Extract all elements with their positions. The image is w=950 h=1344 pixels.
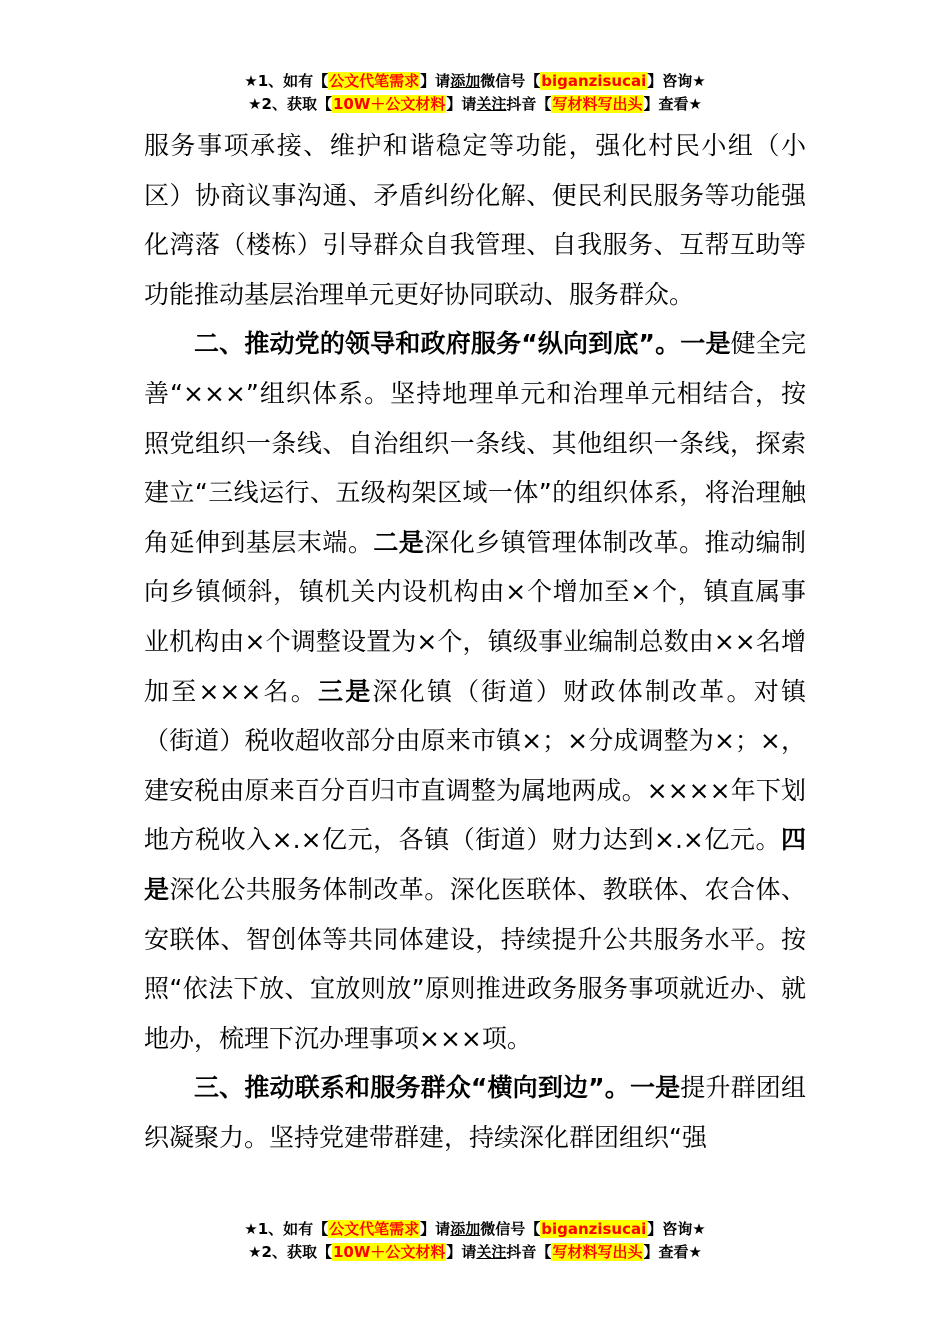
- banner-line-1: [0, 1218, 950, 1241]
- banner-emphasis: 添加: [450, 72, 481, 90]
- point-label: 二是: [373, 527, 425, 557]
- banner-text: 】请: [446, 1243, 477, 1261]
- point-text: 健全完善“×××”组织体系。坚持地理单元和治理单元相结合，按照党组织一条线、自治组织一条线、其他组织一条线，探索建立“三线运行、五级构架区域一体”的组织体系，将治理触角延伸到基层末端。: [144, 329, 806, 557]
- banner-highlight: biganzisucai: [541, 1220, 647, 1238]
- banner-emphasis: 关注: [476, 1243, 507, 1261]
- banner-text: 】咨询★: [647, 1220, 706, 1238]
- banner-highlight: 10W＋公文材料: [332, 1243, 446, 1261]
- banner-text: 】咨询★: [647, 72, 706, 90]
- banner-text: ★1、如有【: [244, 72, 329, 90]
- banner-text: 】请: [420, 1220, 451, 1238]
- banner-highlight: biganzisucai: [541, 72, 647, 90]
- point-label: 一是: [680, 329, 731, 359]
- banner-emphasis: 关注: [476, 95, 507, 113]
- point-text: 深化镇（街道）财政体制改革。对镇（街道）税收超收部分由原来市镇×；×分成调整为×；×，建安税由原来百分百归市直调整为属地两成。××××年下划地方税收入×.×亿元，各镇（街道）财力达到×.×亿元。: [144, 676, 806, 855]
- document-body: [144, 121, 806, 1162]
- banner-highlight: 写材料写出头: [552, 1243, 643, 1261]
- point-text: 深化乡镇管理体制改革。推动编制向乡镇倾斜，镇机关内设机构由×个增加至×个，镇直属事业机构由×个调整设置为×个，镇级事业编制总数由××名增加至×××名。: [144, 527, 806, 706]
- point-text: 提升群团组织凝聚力。坚持党建带群建，持续深化群团组织“强: [144, 1073, 806, 1152]
- banner-highlight: 10W＋公文材料: [332, 95, 446, 113]
- point-label: 一是: [629, 1073, 681, 1103]
- banner-text: 】查看★: [643, 95, 702, 113]
- banner-text: 微信号【: [480, 72, 541, 90]
- paragraph-2: [144, 319, 806, 1063]
- banner-text: 】查看★: [643, 1243, 702, 1261]
- footer-banner: [0, 1218, 950, 1264]
- banner-emphasis: 添加: [450, 1220, 481, 1238]
- banner-highlight: 公文代笔需求: [329, 1220, 420, 1238]
- banner-line-1: [0, 70, 950, 93]
- banner-text: ★2、获取【: [248, 1243, 332, 1261]
- banner-text: ★1、如有【: [244, 1220, 329, 1238]
- paragraph-3: [144, 1063, 806, 1162]
- banner-highlight: 写材料写出头: [552, 95, 643, 113]
- banner-line-2: [0, 1241, 950, 1264]
- header-banner: [0, 70, 950, 116]
- banner-text: 】请: [420, 72, 451, 90]
- banner-text: 】请: [446, 95, 477, 113]
- point-label: 三是: [318, 676, 373, 706]
- paragraph-1: 服务事项承接、维护和谐稳定等功能，强化村民小组（小区）协商议事沟通、矛盾纠纷化解、便民利民服务等功能强化湾落（楼栋）引导群众自我管理、自我服务、互帮互助等功能推动基层治理单元更好协同联动、服务群众。: [144, 131, 806, 309]
- banner-text: 抖音【: [506, 95, 552, 113]
- banner-text: 微信号【: [480, 1220, 541, 1238]
- section-heading: 三、推动联系和服务群众“横向到边”。: [194, 1073, 630, 1103]
- banner-text: 抖音【: [506, 1243, 552, 1261]
- point-label: 四是: [144, 825, 806, 904]
- banner-line-2: [0, 93, 950, 116]
- section-heading: 二、推动党的领导和政府服务“纵向到底”。: [194, 329, 681, 359]
- point-text: 深化公共服务体制改革。深化医联体、教联体、农合体、安联体、智创体等共同体建设，持续提升公共服务水平。按照“依法下放、宜放则放”原则推进政务服务事项就近办、就地办，梳理下沉办理事项×××项。: [144, 874, 806, 1053]
- banner-text: ★2、获取【: [248, 95, 332, 113]
- banner-highlight: 公文代笔需求: [329, 72, 420, 90]
